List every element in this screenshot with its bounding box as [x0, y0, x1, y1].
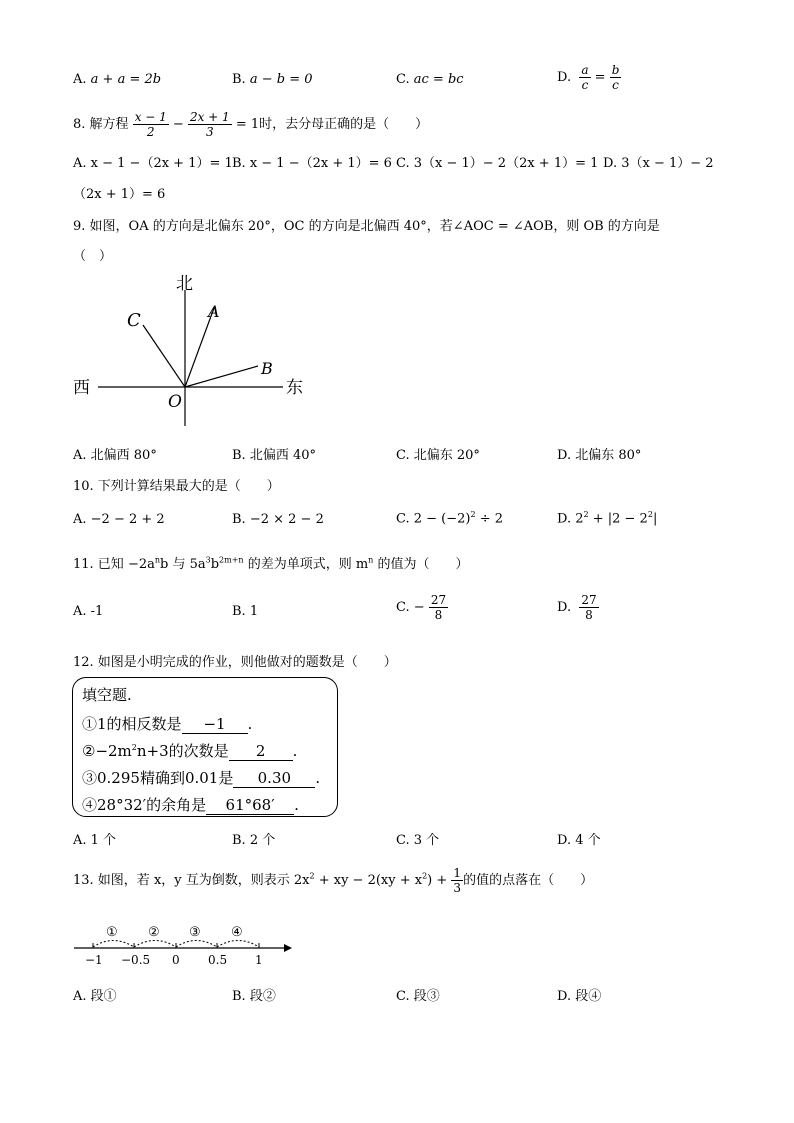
segment-arc-2	[134, 941, 176, 948]
homework-item-1: ①1的相反数是 −1 .	[82, 715, 253, 733]
homework-item-4: ④28°32′的余角是 61°68′ .	[82, 796, 299, 814]
q9-option-d: D. 北偏东 80°	[557, 448, 642, 463]
q8-option-c: C. 3（x − 1）− 2（2x + 1）= 1	[396, 156, 599, 171]
segment-label-4: ④	[231, 925, 243, 940]
q10-option-c: C. $2 - (-2)^2 \div 2$	[396, 510, 504, 527]
q13-question: 13. 如图，若 x，y 互为倒数，则表示 $2x^2$ + xy − $2(xy + x^2)$ + $\frac{1}{3}$ 的值的点落在（ ）	[73, 866, 594, 895]
q9-direction-figure	[68, 268, 318, 433]
tick-label: 0	[172, 953, 180, 967]
q8-option-b: B. x − 1 −（2x + 1）= 6	[232, 156, 392, 171]
q10-option-d: D. $2^2 + |2 - 2^2|$	[557, 510, 658, 527]
label-b: B	[261, 359, 273, 378]
homework-item-2: $②-2m^2n+3$的次数是 2 .	[82, 742, 298, 760]
homework-title: 填空题.	[82, 686, 132, 704]
label-north: 北	[176, 274, 193, 294]
q13-option-c: C. 段③	[396, 989, 440, 1004]
q9-question: 9. 如图，OA 的方向是北偏东 20°，OC 的方向是北偏西 40°，若∠AOC = ∠AOB，则 OB 的方向是	[73, 219, 660, 234]
q8-question: 8. 解方程 $\frac{x - 1}{2}$ − $\frac{2x + 1}{3}$ = 1时，去分母正确的是（ ）	[73, 110, 429, 139]
q12-option-a: A. 1 个	[73, 833, 117, 848]
segment-label-2: ②	[148, 925, 160, 940]
q7-option-d: D. $\frac{a}{c}$ = $\frac{b}{c}$	[557, 63, 620, 92]
q10-option-a: A. −2 − 2 + 2	[73, 512, 165, 527]
segment-label-1: ①	[106, 925, 118, 940]
q9-option-a: A. 北偏西 80°	[73, 448, 157, 463]
q11-question: 11. 已知 $-2a^nb$ 与 $5a^3b^{2m+n}$ 的差为单项式，则 $m^n$ 的值为（ ）	[73, 555, 469, 572]
q7-option-a: A. a + a = 2b	[73, 72, 162, 87]
q7-option-b: B. a − b = 0	[232, 72, 313, 87]
q9-option-b: B. 北偏西 40°	[232, 448, 316, 463]
label-o: O	[168, 392, 182, 412]
q12-question: 12. 如图是小明完成的作业，则他做对的题数是（ ）	[73, 655, 397, 670]
q13-option-a: A. 段①	[73, 989, 117, 1004]
label-a: A	[208, 302, 220, 321]
q12-option-c: C. 3 个	[396, 833, 440, 848]
q7-option-c: C. ac = bc	[396, 72, 464, 87]
segment-arc-1	[93, 941, 134, 948]
segment-arc-3	[176, 941, 217, 948]
q13-option-d: D. 段④	[557, 989, 602, 1004]
ray-oc	[143, 325, 185, 387]
segment-label-3: ③	[189, 925, 201, 940]
q9-paren: （ ）	[73, 249, 113, 264]
q11-option-c: C. − $\frac{27}{8}$	[396, 593, 447, 622]
q13-number-line	[68, 920, 298, 970]
tick-label: 0.5	[208, 953, 228, 967]
q10-option-b: B. −2 × 2 − 2	[232, 512, 324, 527]
q8-option-a: A. x − 1 −（2x + 1）= 1	[73, 156, 233, 171]
label-east: 东	[286, 378, 303, 398]
homework-item-3: ③0.295精确到0.01是 0.30 .	[82, 769, 321, 787]
tick-label: 1	[255, 953, 263, 967]
q11-option-b: B. 1	[232, 604, 259, 619]
ray-ob	[185, 366, 258, 387]
q11-option-d: D. $\frac{27}{8}$	[557, 593, 597, 622]
q8-option-d-continued: （2x + 1）= 6	[73, 187, 166, 202]
segment-arc-4	[217, 941, 259, 948]
q12-option-d: D. 4 个	[557, 833, 601, 848]
q11-option-a: A. -1	[73, 604, 104, 619]
label-c: C	[127, 310, 141, 331]
axis-arrow-icon	[284, 944, 292, 952]
q8-option-d: D. 3（x − 1）− 2	[603, 156, 714, 171]
label-west: 西	[73, 378, 90, 398]
tick-label: −0.5	[121, 953, 151, 967]
q12-option-b: B. 2 个	[232, 833, 276, 848]
q13-option-b: B. 段②	[232, 989, 276, 1004]
tick-label: −1	[85, 953, 103, 967]
q10-question: 10. 下列计算结果最大的是（ ）	[73, 479, 280, 494]
q9-option-c: C. 北偏东 20°	[396, 448, 480, 463]
